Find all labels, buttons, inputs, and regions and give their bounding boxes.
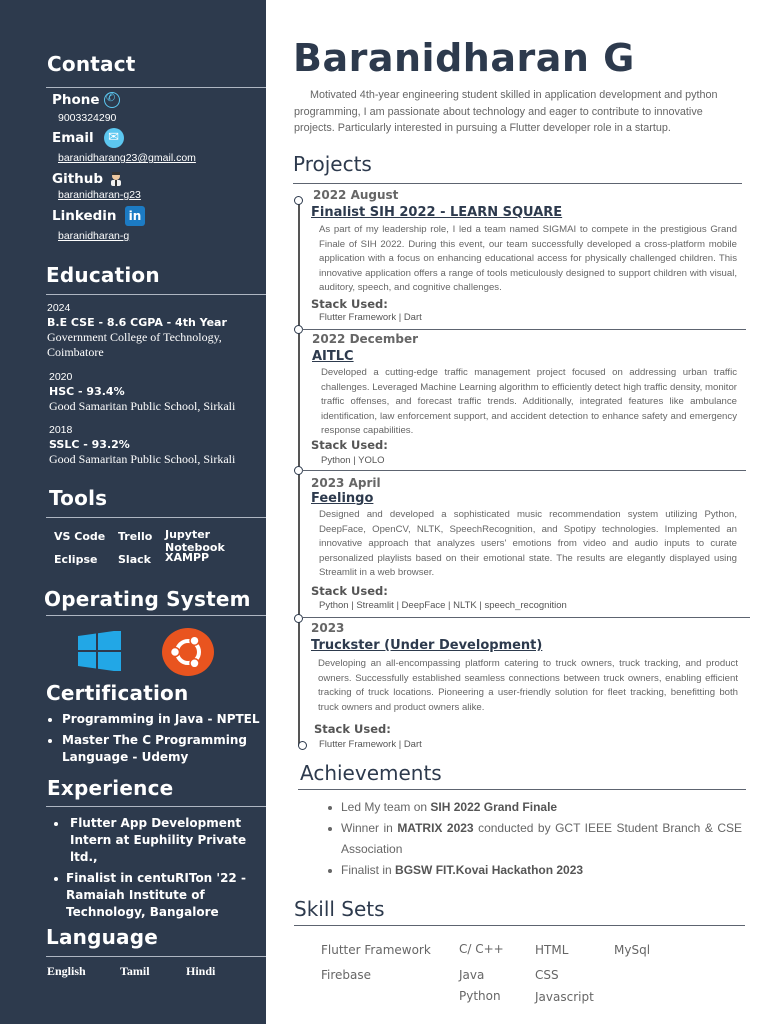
linkedin-icon: in	[125, 206, 145, 226]
experience-item	[52, 870, 252, 921]
edu-degree: SSLC - 93.2%	[49, 438, 130, 451]
timeline-dot	[294, 614, 303, 623]
project-title[interactable]: Finalist SIH 2022 - LEARN SQUARE	[311, 205, 563, 220]
skill-item: MySql	[614, 943, 651, 957]
skills-heading: Skill Sets	[294, 897, 385, 921]
divider	[302, 470, 746, 471]
experience-text: Flutter App Development Intern at Euphility Private ltd.,	[70, 816, 247, 864]
divider	[46, 806, 266, 807]
github-link[interactable]: baranidharan-g23	[58, 189, 141, 201]
skill-item: HTML	[535, 943, 569, 957]
project-description: Designed and developed a sophisticated music recommendation system utilizing Python, DeepFace, OpenCV, NLTK, SpeechRecognition, and Spotipy technologies. Implemented an innovative approach that analyzes users' emotions from video and audio inputs to curate personalized playlists based on their emotional state. The results are elegantly displayed using Streamlit in a web browser.	[319, 509, 737, 578]
linkedin-link[interactable]: baranidharan-g	[58, 230, 130, 242]
edu-degree: B.E CSE - 8.6 CGPA - 4th Year	[47, 316, 227, 329]
achievement-highlight: BGSW FIT.Kovai Hackathon 2023	[395, 863, 584, 877]
phone-row	[52, 91, 120, 109]
tool-item: XAMPP	[165, 551, 210, 564]
skill-item: Firebase	[321, 968, 372, 982]
page-title: Baranidharan G	[293, 36, 635, 80]
ubuntu-logo-icon	[162, 628, 214, 681]
language-item: Hindi	[186, 964, 216, 978]
divider	[294, 925, 745, 926]
project-title[interactable]: Truckster (Under Development)	[311, 638, 543, 653]
sidebar	[0, 0, 266, 1024]
phone-label: Phone	[52, 92, 100, 108]
bullet	[54, 822, 58, 826]
tool-item: Slack	[118, 553, 151, 566]
language-heading: Language	[46, 925, 159, 949]
bullet	[48, 739, 52, 743]
tools-heading: Tools	[49, 486, 108, 510]
achievement-text: conducted by GCT IEEE Student Branch & CSE Association	[341, 821, 742, 856]
project-title[interactable]: Feelingo	[311, 491, 374, 506]
edu-school: Good Samaritan Public School, Sirkali	[49, 399, 236, 413]
experience-item	[52, 815, 252, 866]
skill-item: CSS	[535, 968, 559, 982]
divider	[302, 617, 750, 618]
divider	[46, 615, 266, 616]
divider	[46, 956, 266, 957]
education-heading: Education	[46, 263, 160, 287]
achievements-heading: Achievements	[300, 761, 442, 785]
achievement-text: Finalist in	[341, 863, 396, 877]
tool-item: VS Code	[54, 530, 106, 543]
edu-degree: HSC - 93.4%	[49, 385, 125, 398]
edu-year: 2018	[49, 424, 73, 436]
email-label: Email	[52, 130, 94, 147]
bullet	[54, 877, 58, 881]
project-description: Developed a cutting-edge traffic management project focused on addressing urban traffic challenges. Leveraged Machine Learning algorithm to efficiently detect high traffic density, monitor traffic offenses, and forecast traffic trends. Additionally, integrated features like ambulance identification, law enforcement support, and accident detection to enhance safety and emergency response capabilities.	[321, 367, 737, 436]
linkedin-row	[52, 206, 145, 226]
project-stack: Flutter Framework | Dart	[319, 739, 422, 750]
github-row	[52, 170, 124, 188]
email-icon	[104, 128, 124, 148]
project-title[interactable]: AITLC	[312, 349, 354, 364]
tool-item: Jupyter Notebook	[165, 528, 225, 554]
project-stack: Python | YOLO	[321, 455, 385, 466]
stack-label: Stack Used:	[311, 584, 388, 598]
skill-item: C/ C++	[459, 942, 504, 956]
timeline-dot	[298, 741, 307, 750]
certification-text: Master The C Programming Language - Udemy	[62, 733, 247, 764]
edu-year: 2020	[49, 371, 73, 383]
edu-year: 2024	[47, 302, 71, 314]
certification-heading: Certification	[46, 681, 189, 705]
experience-heading: Experience	[47, 776, 174, 800]
tool-item: Eclipse	[54, 553, 98, 566]
experience-list	[52, 815, 252, 921]
github-icon	[108, 171, 124, 187]
bullet	[328, 827, 332, 831]
bullet	[48, 718, 52, 722]
github-label: Github	[52, 171, 104, 187]
edu-school: Government College of Technology, Coimbatore	[47, 330, 222, 359]
skill-item: Python	[459, 989, 501, 1003]
email-row	[52, 128, 124, 148]
experience-text: Finalist in centuRITon '22 - Ramaiah Institute of Technology, Bangalore	[66, 871, 246, 919]
divider	[46, 294, 266, 295]
summary: Motivated 4th-year engineering student skilled in application development and python programming, I am passionate about technology and eager to contribute to innovative projects. Particularly interested in pursuing a Flutter developer role in a startup.	[294, 89, 718, 134]
divider	[298, 789, 746, 790]
windows-logo-icon	[78, 631, 121, 676]
certification-item	[46, 711, 266, 728]
skill-item: Javascript	[535, 990, 594, 1004]
achievement-text: Led My team on	[341, 800, 431, 814]
project-description: Developing an all-encompassing platform catering to truck owners, truck tracking, and product owners. Successfully established seamless connections between truck owners, enabling efficient tracking of truck locations. Pioneering a user-friendly solution for fleet tracking, benefitting both truck owners and product owners alike.	[318, 658, 738, 713]
skill-item: Java	[459, 968, 485, 982]
achievement-item	[326, 797, 742, 818]
language-item: English	[47, 964, 86, 978]
achievements-list	[326, 797, 742, 881]
divider	[293, 183, 742, 184]
achievement-text: Winner in	[341, 821, 398, 835]
achievement-item	[326, 860, 742, 881]
tool-item: Trello	[118, 530, 153, 543]
achievement-highlight: MATRIX 2023	[397, 821, 474, 835]
project-stack: Python | Streamlit | DeepFace | NLTK | speech_recognition	[319, 600, 567, 611]
stack-label: Stack Used:	[311, 297, 388, 311]
divider	[302, 329, 746, 330]
certification-list	[46, 711, 266, 766]
bullet	[328, 806, 332, 810]
skill-item: Flutter Framework	[321, 943, 431, 957]
divider	[46, 87, 266, 88]
divider	[46, 517, 266, 518]
achievement-highlight: SIH 2022 Grand Finale	[430, 800, 558, 814]
contact-heading: Contact	[47, 52, 136, 76]
projects-heading: Projects	[293, 152, 372, 176]
edu-school: Good Samaritan Public School, Sirkali	[49, 452, 236, 466]
email-link[interactable]: baranidharang23@gmail.com	[58, 152, 196, 164]
project-date: 2022 August	[313, 188, 399, 202]
bullet	[328, 869, 332, 873]
phone-value: 9003324290	[58, 112, 117, 124]
language-item: Tamil	[120, 964, 150, 978]
project-date: 2022 December	[312, 332, 419, 346]
linkedin-label: Linkedin	[52, 208, 117, 225]
project-stack: Flutter Framework | Dart	[319, 312, 422, 323]
phone-icon	[104, 92, 120, 108]
certification-item	[46, 732, 256, 766]
project-date: 2023 April	[311, 476, 381, 490]
stack-label: Stack Used:	[311, 438, 388, 452]
timeline-dot	[294, 196, 303, 205]
project-date: 2023	[311, 621, 345, 635]
certification-text: Programming in Java - NPTEL	[62, 712, 260, 726]
stack-label: Stack Used:	[314, 722, 391, 736]
project-description: As part of my leadership role, I led a team named SIGMAI to compete in the prestigious Grand Finale of SIH 2022. During this event, our team successfully developed a cross-platform mobile application with a focus on enhancing educational access for physically challenged children. This innovative application offers a range of tools meticulously designed to support children with visual, auditory, speech, and cognitive challenges.	[319, 224, 737, 293]
os-heading: Operating System	[44, 587, 251, 611]
achievement-item	[326, 818, 742, 860]
